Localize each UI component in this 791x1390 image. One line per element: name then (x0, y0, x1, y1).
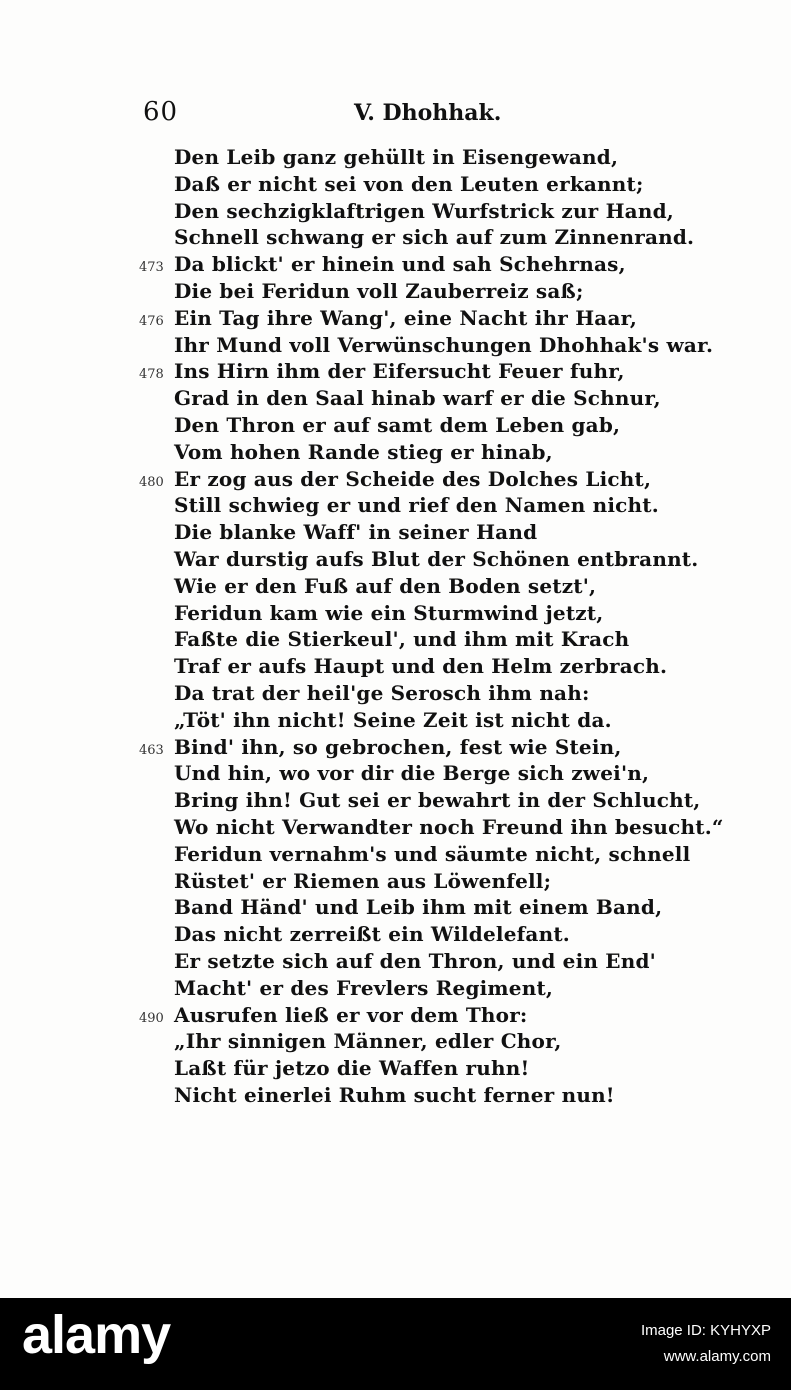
verse-text: Faßte die Stierkeul', und ihm mit Krach (174, 627, 630, 652)
verse-text: Ihr Mund voll Verwünschungen Dhohhak's war. (174, 332, 714, 357)
page-number: 60 (143, 97, 179, 127)
verse-text: Wie er den Fuß auf den Boden setzt', (174, 573, 597, 598)
verse-line (0, 467, 791, 497)
verse-line (0, 199, 791, 229)
verse-line (0, 493, 791, 523)
verse-text: Nicht einerlei Ruhm sucht ferner nun! (174, 1083, 615, 1107)
verse-line (0, 145, 791, 175)
verse-line (0, 601, 791, 631)
verse-line (0, 306, 791, 336)
verse-line (0, 869, 791, 899)
verse-line (0, 333, 791, 363)
verse-line (0, 1056, 791, 1086)
alamy-logo: alamy (22, 1305, 171, 1365)
line-number: 490 (139, 1010, 164, 1026)
verse-line (0, 386, 791, 416)
verse-line (0, 520, 791, 550)
verse-text: „Ihr sinnigen Männer, edler Chor, (174, 1029, 562, 1054)
verse-text: Den Thron er auf samt dem Leben gab, (174, 413, 621, 437)
verse-line (0, 1003, 791, 1033)
verse-text: Laßt für jetzo die Waffen ruhn! (174, 1056, 530, 1081)
verse-text: Das nicht zerreißt ein Wildelefant. (174, 922, 570, 947)
verse-text: „Töt' ihn nicht! Seine Zeit ist nicht da. (174, 707, 612, 732)
verse-text: Rüstet' er Riemen aus Löwenfell; (174, 868, 552, 893)
verse-line (0, 547, 791, 577)
verse-line (0, 735, 791, 765)
verse-line (0, 359, 791, 389)
verse-text: Den sechzigklaftrigen Wurfstrick zur Hand, (174, 198, 674, 223)
verse-text: Den Leib ganz gehüllt in Eisengewand, (174, 145, 619, 169)
verse-text: Grad in den Saal hinab warf er die Schnur, (174, 386, 661, 411)
line-number: 473 (139, 260, 164, 276)
verse-line (0, 1083, 791, 1113)
verse-text: Ausrufen ließ er vor dem Thor: (174, 1002, 528, 1027)
running-header: V. Dhohhak. (354, 100, 502, 126)
verse-text: Vom hohen Rande stieg er hinab, (174, 439, 553, 464)
site-url: www.alamy.com (663, 1348, 771, 1365)
verse-text: Da trat der heil'ge Serosch ihm nah: (174, 681, 590, 705)
verse-text: Macht' er des Frevlers Regiment, (174, 975, 554, 1000)
verse-text: Da blickt' er hinein und sah Schehrnas, (174, 252, 626, 277)
verse-line (0, 708, 791, 738)
verse-line (0, 976, 791, 1006)
verse-line (0, 922, 791, 952)
line-number: 463 (139, 742, 164, 758)
line-number: 476 (139, 313, 164, 329)
verse-line (0, 225, 791, 255)
verse-text: Und hin, wo vor dir die Berge sich zwei'n, (174, 761, 650, 786)
verse-text: Still schwieg er und rief den Namen nicht. (174, 493, 659, 518)
verse-line (0, 279, 791, 309)
verse-line (0, 895, 791, 925)
verse-text: Traf er aufs Haupt und den Helm zerbrach. (174, 654, 668, 679)
verse-text: Die bei Feridun voll Zauberreiz saß; (174, 279, 584, 303)
verse-line (0, 761, 791, 791)
verse-text: Feridun kam wie ein Sturmwind jetzt, (174, 600, 604, 625)
verse-line (0, 842, 791, 872)
verse-line (0, 1029, 791, 1059)
verse-line (0, 654, 791, 684)
verse-text: Daß er nicht sei von den Leuten erkannt; (174, 171, 644, 196)
verse-text: Ein Tag ihre Wang', eine Nacht ihr Haar, (174, 305, 638, 330)
verse-text: Ins Hirn ihm der Eifersucht Feuer fuhr, (174, 359, 625, 384)
verse-line (0, 627, 791, 657)
verse-text: Schnell schwang er sich auf zum Zinnenrand. (174, 225, 695, 250)
verse-text: Er zog aus der Scheide des Dolches Licht, (174, 466, 652, 491)
verse-text: Bind' ihn, so gebrochen, fest wie Stein, (174, 734, 622, 759)
verse-line (0, 252, 791, 282)
verse-line (0, 440, 791, 470)
verse-line (0, 788, 791, 818)
line-number: 478 (139, 367, 164, 383)
verse-text: Band Händ' und Leib ihm mit einem Band, (174, 895, 663, 920)
verse-text: Die blanke Waff' in seiner Hand (174, 520, 538, 545)
verse-text: War durstig aufs Blut der Schönen entbrannt. (174, 547, 699, 571)
verse-line (0, 413, 791, 443)
verse-text: Bring ihn! Gut sei er bewahrt in der Schlucht, (174, 788, 701, 813)
verse-line (0, 574, 791, 604)
verse-text: Er setzte sich auf den Thron, und ein End' (174, 949, 656, 973)
watermark-footer (0, 1298, 791, 1390)
verse-line (0, 681, 791, 711)
verse-line (0, 949, 791, 979)
verse-line (0, 172, 791, 202)
verse-text: Wo nicht Verwandter noch Freund ihn besucht.“ (174, 815, 724, 839)
image-id-label: Image ID: KYHYXP (640, 1322, 771, 1339)
verse-text: Feridun vernahm's und säumte nicht, schnell (174, 841, 691, 866)
line-number: 480 (139, 474, 164, 490)
verse-line (0, 815, 791, 845)
